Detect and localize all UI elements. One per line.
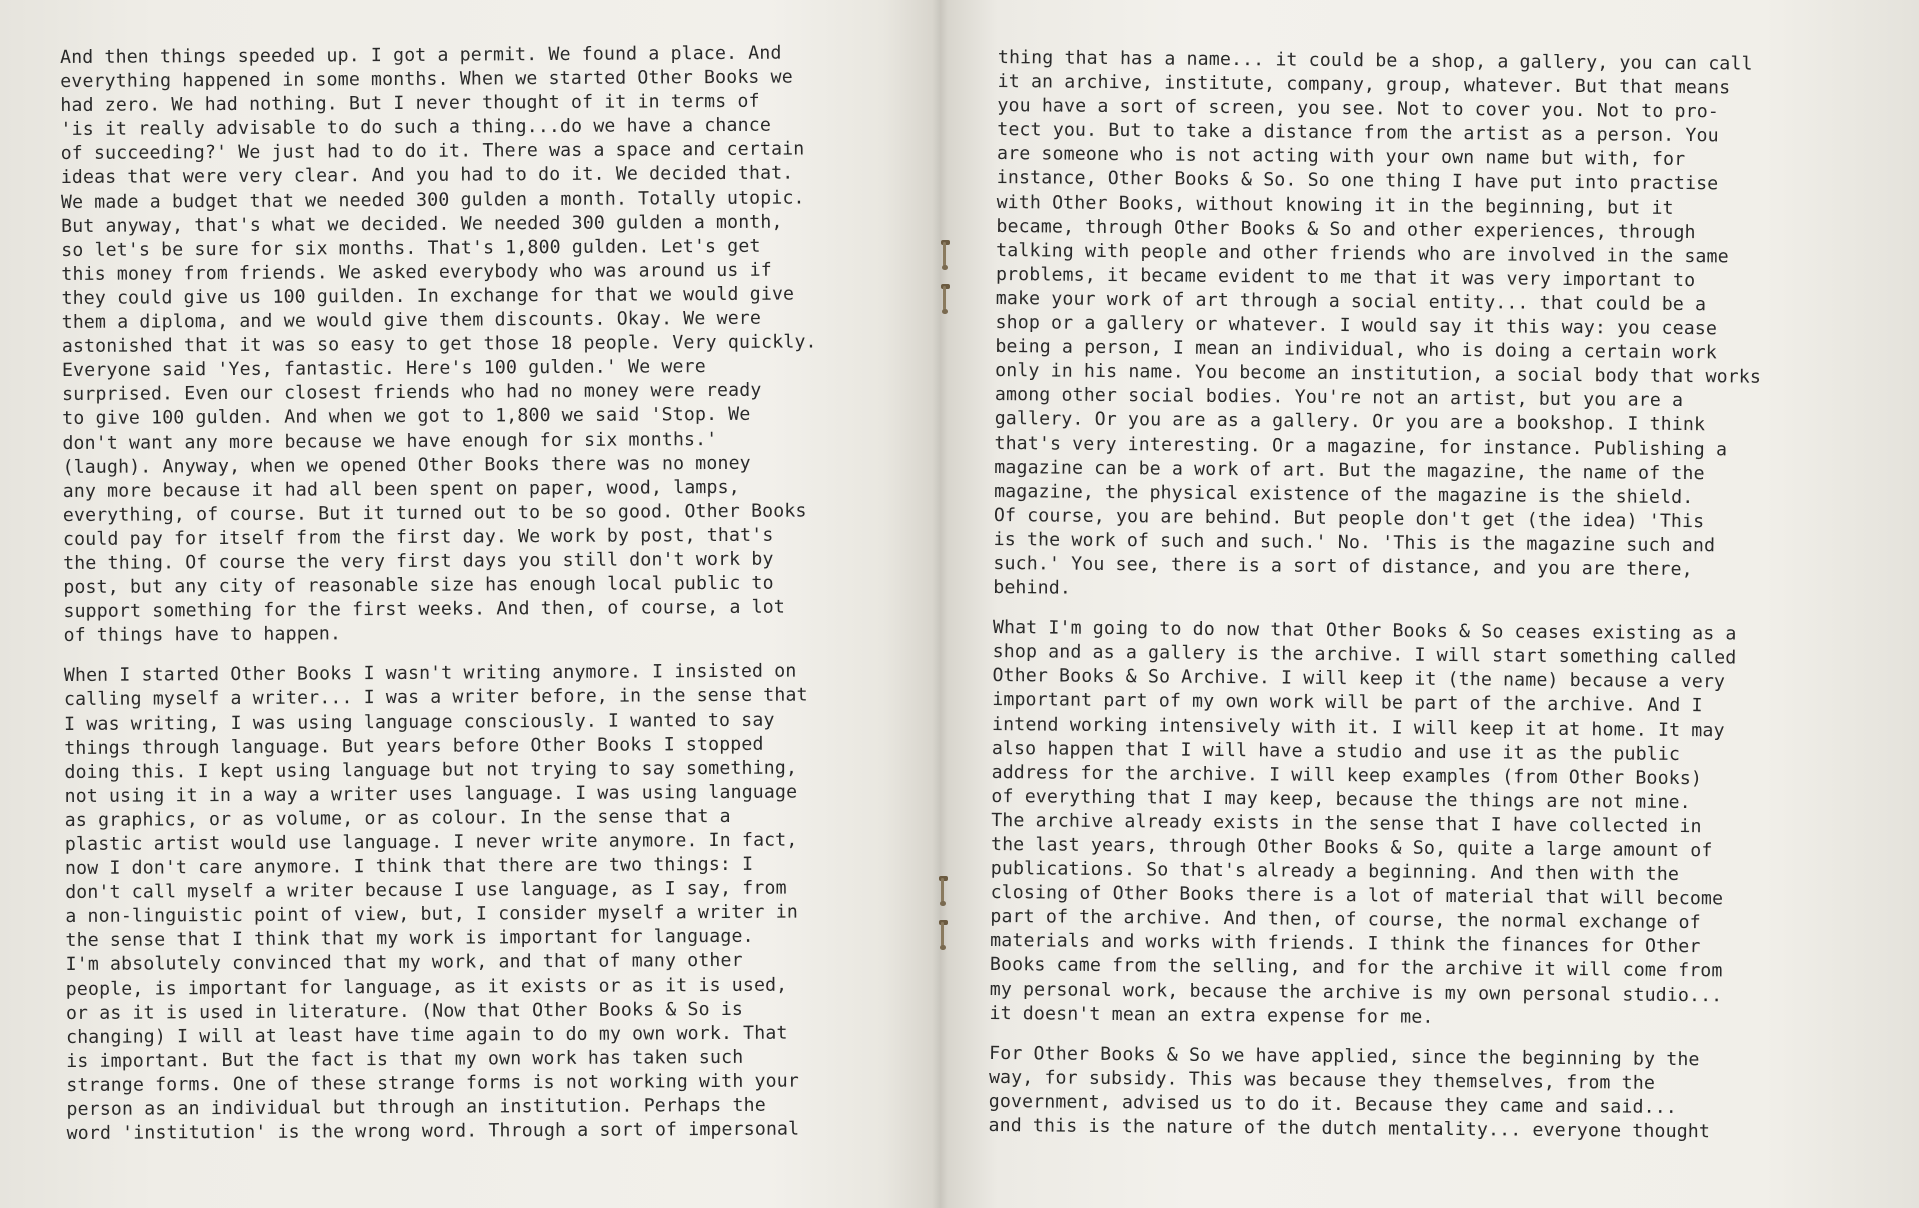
paragraph — [993, 46, 1898, 608]
text-line: Everyone said 'Yes, fantastic. Here's 100 gulden.' We were — [61, 356, 706, 382]
text-line: important part of my own work will be part of the archive. And I — [992, 689, 1703, 717]
text-line: Books came from the selling, and for the archive it will come from — [989, 954, 1723, 982]
text-line: had zero. We had nothing. But I never thought of it in terms of — [60, 90, 760, 117]
text-line: things through language. But years before Other Books I stopped — [64, 733, 764, 759]
text-line: them a diploma, and we would give them discounts. Okay. We were — [61, 307, 762, 334]
text-line: the thing. Of course the very first days you still don't work by — [63, 548, 774, 574]
text-line: being a person, I mean an individual, who is doing a certain work — [995, 336, 1717, 364]
text-line: (laugh). Anyway, when we opened Other Books there was no money — [62, 452, 751, 478]
text-line: my personal work, because the archive is my own personal studio... — [989, 978, 1723, 1006]
text-line: Of course, you are behind. But people don't get (the idea) 'This — [993, 504, 1705, 532]
text-line: so let's be sure for six months. That's 1,800 gulden. Let's get — [61, 235, 761, 261]
paragraph — [60, 41, 964, 649]
text-line: don't want any more because we have enough for six months.' — [62, 428, 718, 454]
text-line: also happen that I will have a studio and use it as the public — [991, 737, 1681, 765]
text-line: The archive already exists in the sense that I have collected in — [991, 809, 1702, 838]
text-line: problems, it became evident to me that it was very important to — [995, 263, 1696, 291]
text-line: surprised. Even our closest friends who had no money were ready — [62, 380, 762, 406]
text-line: closing of Other Books there is a lot of material that will become — [990, 882, 1724, 910]
text-line: magazine, the physical existence of the magazine is the shield. — [994, 480, 1694, 508]
text-line: are someone who is not acting with your own name but with, for — [996, 143, 1686, 171]
staple-bottom-1 — [939, 876, 946, 906]
text-line: intend working intensively with it. I will keep it at home. It may — [991, 713, 1725, 741]
text-line: changing) I will at least have time again to do my own work. That — [65, 1022, 788, 1048]
text-line: government, advised us to do it. Because they came and said... — [988, 1090, 1678, 1118]
text-line: support something for the first weeks. And then, of course, a lot — [63, 596, 786, 623]
text-line: or as it is used in literature. (Now that Other Books & So is — [65, 998, 744, 1024]
paragraph — [64, 659, 967, 1146]
text-line: calling myself a writer... I was a writer before, in the sense that — [63, 684, 808, 711]
text-line: word 'institution' is the wrong word. Through a sort of impersonal — [66, 1118, 800, 1145]
text-line: talking with people and other friends who are involved in the same — [996, 239, 1729, 268]
text-line: way, for subsidy. This was because they themselves, from the — [988, 1066, 1656, 1094]
text-line: part of the archive. And then, of course, the normal exchange of — [990, 906, 1701, 934]
left-page — [60, 41, 967, 1166]
staple-top-2 — [941, 284, 948, 314]
text-line: publications. So that's already a beginning. And then with the — [990, 858, 1680, 886]
text-line: 'is it really advisable to do such a thing...do we have a chance — [60, 114, 771, 141]
text-line: any more because it had all been spent on paper, wood, lamps, — [62, 476, 740, 502]
text-line: make your work of art through a social entity... that could be a — [995, 287, 1707, 316]
text-line: they could give us 100 guilden. In exchange for that we would give — [61, 283, 795, 309]
text-line: address for the archive. I will keep examples (from Other Books) — [991, 761, 1703, 789]
text-line: as graphics, or as volume, or as colour. In the sense that a — [64, 805, 731, 831]
text-line: doing this. I kept using language but not trying to say something, — [64, 757, 798, 783]
text-line: people, is important for language, as it exists or as it is used, — [65, 974, 788, 1000]
text-line: don't call myself a writer because I use language, as I say, from — [65, 877, 787, 904]
text-line: ideas that were very clear. And you had to do it. We decided that. — [60, 162, 794, 189]
text-line: materials and works with friends. I think the finances for Other — [990, 930, 1701, 958]
text-line: post, but any city of reasonable size has enough local public to — [63, 572, 774, 599]
text-line: I'm absolutely convinced that my work, and that of many other — [65, 950, 743, 976]
text-line: such.' You see, there is a sort of distance, and you are there, — [993, 552, 1693, 581]
text-line: the last years, through Other Books & So, quite a large amount of — [990, 833, 1713, 862]
text-line: I was writing, I was using language consciously. I wanted to say — [64, 709, 775, 735]
text-line: only in his name. You become an institution, a social body that works — [995, 360, 1762, 388]
text-line: could pay for itself from the first day. We work by post, that's — [62, 524, 774, 550]
text-line: and this is the nature of the dutch mentality... everyone thought — [988, 1114, 1711, 1143]
text-line: magazine can be a work of art. But the magazine, the name of the — [994, 456, 1705, 484]
text-line: among other social bodies. You're not an artist, but you are a — [994, 384, 1684, 412]
text-line: But anyway, that's what we decided. We needed 300 gulden a month, — [61, 211, 783, 237]
text-line: the sense that I think that my work is important for language. — [65, 926, 754, 952]
text-line: that's very interesting. Or a magazine, for instance. Publishing a — [994, 432, 1728, 460]
text-line: everything, of course. But it turned out to be so good. Other Books — [62, 500, 807, 526]
text-line: became, through Other Books & So and other experiences, through — [996, 215, 1696, 243]
text-line: What I'm going to do now that Other Books & So ceases existing as a — [992, 617, 1737, 645]
text-line: person as an individual but through an institution. Perhaps the — [66, 1094, 766, 1121]
paragraph — [989, 616, 1893, 1033]
text-line: of succeeding?' We just had to do it. There was a space and certain — [60, 138, 805, 165]
text-line: now I don't care anymore. I think that there are two things: I — [64, 853, 754, 880]
text-line: is the work of such and such.' No. 'This is the magazine such and — [993, 528, 1716, 557]
text-line: with Other Books, without knowing it in the beginning, but it — [996, 191, 1674, 219]
text-line: shop or a gallery or whatever. I would say it this way: you cease — [995, 312, 1718, 340]
text-line: a non-linguistic point of view, but, I consider myself a writer in — [65, 901, 798, 928]
text-line: this money from friends. We asked everybody who was around us if — [61, 259, 772, 285]
text-line: of everything that I may keep, because the things are not mine. — [991, 785, 1691, 813]
text-line: shop and as a gallery is the archive. I will start something called — [992, 641, 1737, 669]
text-line: not using it in a way a writer uses language. I was using language — [64, 781, 798, 807]
text-line: tect you. But to take a distance from the artist as a person. You — [997, 119, 1719, 147]
text-line: Other Books & So Archive. I will keep it (the name) because a very — [992, 665, 1726, 693]
text-line: We made a budget that we needed 300 gulden a month. Totally utopic. — [60, 187, 805, 213]
text-line: And then things speeded up. I got a permit. We found a place. And — [60, 42, 782, 68]
text-line: behind. — [993, 577, 1072, 599]
text-line: astonished that it was so easy to get those 18 people. Very quickly. — [61, 331, 817, 358]
staple-bottom-2 — [939, 920, 946, 950]
staple-top-1 — [941, 240, 948, 270]
text-line: everything happened in some months. When we started Other Books we — [60, 66, 793, 93]
text-line: to give 100 gulden. And when we got to 1,800 we said 'Stop. We — [62, 404, 751, 430]
text-line: you have a sort of screen, you see. Not to cover you. Not to pro- — [997, 95, 1720, 123]
text-line: is important. But the fact is that my own work has taken such — [66, 1046, 744, 1072]
text-line: strange forms. One of these strange forms is not working with your — [66, 1070, 799, 1096]
text-line: gallery. Or you are as a gallery. Or you are a bookshop. I think — [994, 408, 1706, 436]
text-line: it doesn't mean an extra expense for me. — [989, 1002, 1434, 1028]
right-page — [988, 46, 1898, 1174]
text-line: plastic artist would use language. I never write anymore. In fact, — [64, 829, 798, 855]
paragraph — [988, 1042, 1889, 1146]
text-line: of things have to happen. — [63, 623, 342, 647]
text-line: When I started Other Books I wasn't writing anymore. I insisted on — [63, 660, 797, 687]
text-line: thing that has a name... it could be a shop, a gallery, you can call — [997, 46, 1753, 75]
text-line: it an archive, institute, company, group, whatever. But that means — [997, 71, 1731, 99]
text-line: instance, Other Books & So. So one thing I have put into practise — [996, 167, 1719, 195]
text-line: For Other Books & So we have applied, since the beginning by the — [989, 1042, 1700, 1070]
